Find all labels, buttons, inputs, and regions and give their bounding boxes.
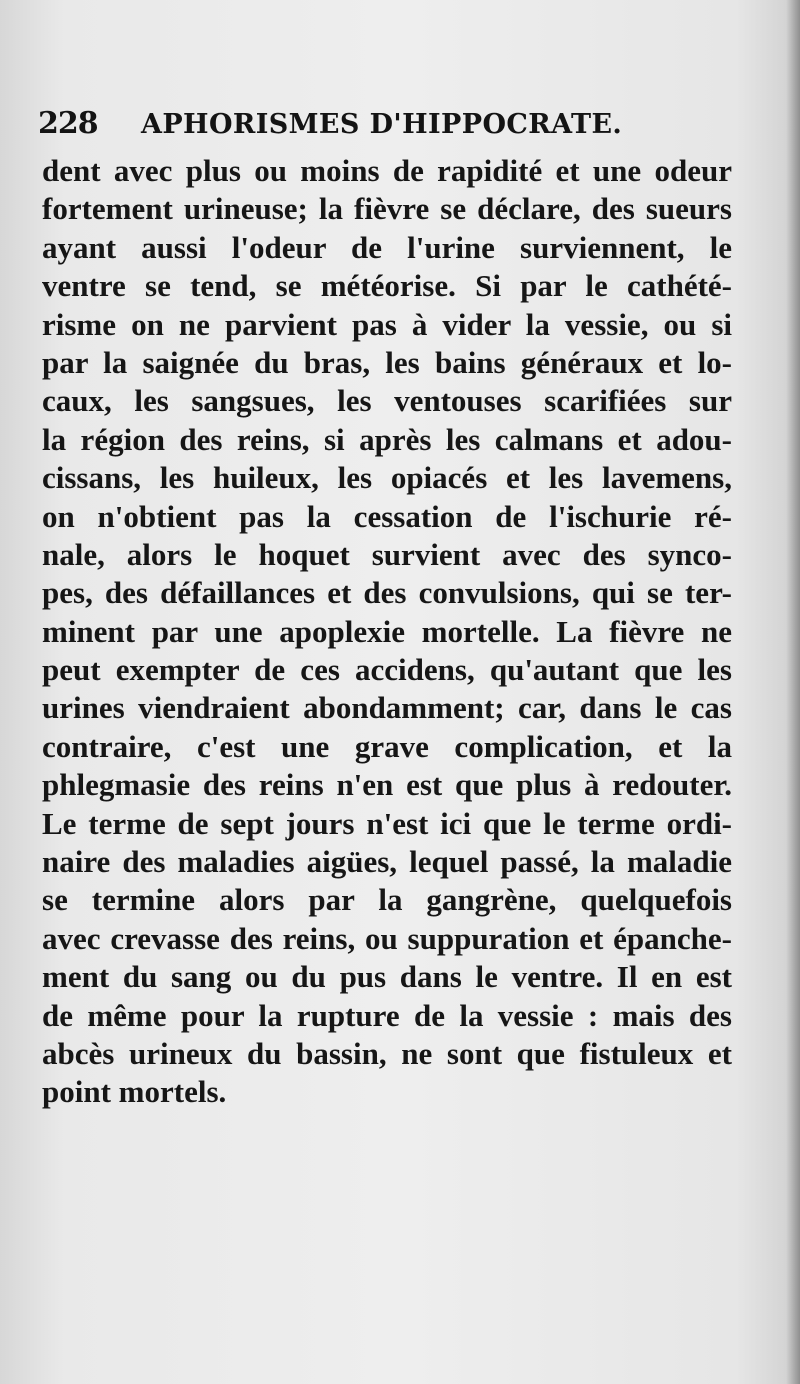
text-line: nale, alors le hoquet survient avec des synco- bbox=[42, 536, 732, 572]
body-text bbox=[42, 152, 732, 1112]
text-line: cissans, les huileux, les opiacés et les lavemens, bbox=[42, 460, 732, 496]
running-title: APHORISMES D'HIPPOCRATE. bbox=[141, 109, 623, 140]
page-header bbox=[38, 106, 728, 150]
text-line: Le terme de sept jours n'est ici que le terme ordi- bbox=[42, 805, 732, 841]
text-line: abcès urineux du bassin, ne sont que fistuleux et bbox=[42, 1035, 732, 1071]
text-line: ventre se tend, se météorise. Si par le cathété- bbox=[42, 268, 732, 304]
text-line: caux, les sangsues, les ventouses scarifiées sur bbox=[42, 383, 732, 419]
text-line: on n'obtient pas la cessation de l'ischurie ré- bbox=[42, 498, 732, 534]
text-line: dent avec plus ou moins de rapidité et une odeur bbox=[42, 153, 732, 188]
text-line: ayant aussi l'odeur de l'urine surviennent, le bbox=[42, 229, 732, 265]
text-line: ment du sang ou du pus dans le ventre. Il en est bbox=[42, 959, 732, 995]
text-line: pes, des défaillances et des convulsions, qui se ter- bbox=[42, 575, 732, 611]
text-line: peut exempter de ces accidens, qu'autant que les bbox=[42, 652, 732, 688]
text-line: la région des reins, si après les calmans et adou- bbox=[42, 421, 732, 457]
page-number: 228 bbox=[38, 106, 98, 141]
text-line: se termine alors par la gangrène, quelquefois bbox=[42, 882, 732, 918]
text-line: par la saignée du bras, les bains généraux et lo- bbox=[42, 344, 732, 380]
text-line: naire des maladies aigües, lequel passé, la maladie bbox=[42, 844, 732, 880]
text-line: phlegmasie des reins n'en est que plus à redouter. bbox=[42, 767, 732, 803]
text-line: avec crevasse des reins, ou suppuration et épanche- bbox=[42, 920, 732, 956]
text-line: fortement urineuse; la fièvre se déclare, des sueurs bbox=[42, 191, 732, 227]
text-line: urines viendraient abondamment; car, dans le cas bbox=[42, 690, 732, 726]
text-line: de même pour la rupture de la vessie : mais des bbox=[42, 997, 732, 1033]
text-line: contraire, c'est une grave complication, et la bbox=[42, 728, 732, 764]
text-line: risme on ne parvient pas à vider la vessie, ou si bbox=[42, 306, 732, 342]
text-line: point mortels. bbox=[42, 1074, 227, 1110]
text-line: minent par une apoplexie mortelle. La fièvre ne bbox=[42, 613, 732, 649]
